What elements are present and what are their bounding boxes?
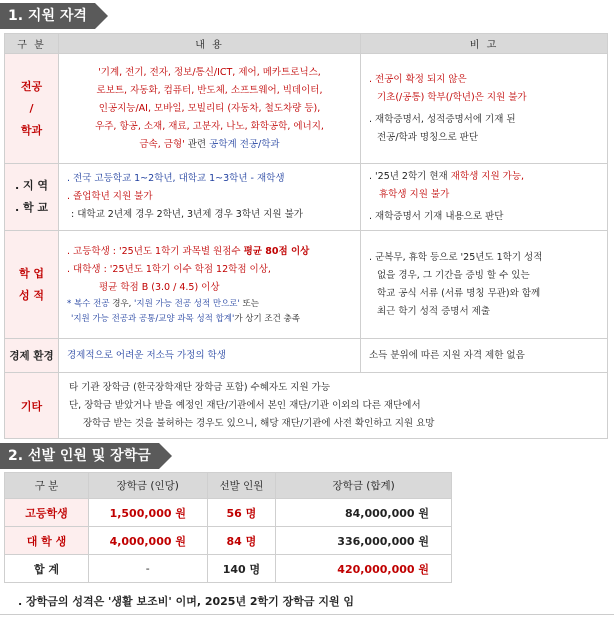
eligibility-table xyxy=(4,33,608,439)
row-per-person: 1,500,000 원 xyxy=(89,499,208,527)
region-remarks xyxy=(361,164,608,231)
table-row xyxy=(5,555,452,583)
grade-star-note xyxy=(67,297,352,312)
table-row xyxy=(5,499,452,527)
header-remarks: 비 고 xyxy=(361,34,608,54)
section2-header xyxy=(0,443,200,469)
header-content: 내 용 xyxy=(59,34,361,54)
row-total: 420,000,000 원 xyxy=(276,555,452,583)
region-remark-line xyxy=(369,168,599,186)
major-content-line xyxy=(67,136,352,154)
category-region xyxy=(5,164,59,231)
row-grade xyxy=(5,231,608,339)
major-remark-line: 전공/학과 명칭으로 판단 xyxy=(377,131,479,143)
scholarship-note: . 장학금의 성격은 '생활 보조비' 이며, 2025년 2학기 장학금 지원 임 xyxy=(18,595,355,608)
grade-hs-line xyxy=(67,243,352,261)
economy-remarks: 소득 분위에 따른 지원 자격 제한 없음 xyxy=(361,339,608,373)
grade-star-note-c: '지원 가능 전공 성적 만으로' xyxy=(134,298,240,309)
category-grade-line2: 성 적 xyxy=(18,288,45,302)
economy-content: 경제적으로 어려운 저소득 가정의 학생 xyxy=(59,339,361,373)
etc-line: 장학금 받는 것을 불허하는 경우도 있으니, 해당 재단/기관에 사전 확인하고 지원 요망 xyxy=(83,417,435,429)
etc-content xyxy=(59,373,608,439)
grade-star-note-a: * 복수 전공 xyxy=(67,298,110,309)
category-major-line3: 학과 xyxy=(20,123,43,137)
row-count: 56 명 xyxy=(207,499,276,527)
grade-content xyxy=(59,231,361,339)
region-content-line: . 전국 고등학교 1~2학년, 대학교 1~3학년 - 재학생 xyxy=(67,173,285,184)
major-remarks xyxy=(361,54,608,164)
row-count: 84 명 xyxy=(207,527,276,555)
etc-line: 타 기관 장학금 (한국장학재단 장학금 포함) 수혜자도 지원 가능 xyxy=(69,381,330,393)
major-engineering-text: 공학계 전공/학과 xyxy=(209,138,280,150)
category-etc: 기타 xyxy=(5,373,59,439)
category-region-line1: . 지 역 xyxy=(14,179,49,192)
grade-star-note-b: 경우, xyxy=(109,298,135,309)
grade-univ-line2: 평균 학점 B (3.0 / 4.5) 이상 xyxy=(99,281,220,293)
scholarship-table xyxy=(4,472,452,583)
category-region-line2: . 학 교 xyxy=(14,201,49,214)
category-grade-line1: 학 업 xyxy=(18,266,45,280)
section2-title: 2. 선발 인원 및 장학금 xyxy=(0,443,159,469)
major-remark-line: . 재학증명서, 성적증명서에 기재 된 xyxy=(369,113,516,125)
header-category: 구 분 xyxy=(5,473,89,499)
row-label: 합 계 xyxy=(5,555,89,583)
category-grade xyxy=(5,231,59,339)
grade-univ-requirement: 이수 학점 12학점 이상, xyxy=(173,263,271,275)
table-header-row xyxy=(5,473,452,499)
row-total: 84,000,000 원 xyxy=(276,499,452,527)
grade-hs-requirement: 평균 80점 이상 xyxy=(243,245,310,257)
grade-star-note-line2 xyxy=(67,312,352,327)
grade-remarks xyxy=(361,231,608,339)
table-row xyxy=(5,527,452,555)
major-content xyxy=(59,54,361,164)
etc-line: 단, 장학금 받았거나 받을 예정인 재단/기관에서 본인 재단/기관 이외의 다른 재단에서 xyxy=(69,399,421,411)
major-content-line: 우주, 항공, 소재, 재료, 고분자, 나노, 화학공학, 에너지, xyxy=(95,120,324,132)
row-economy xyxy=(5,339,608,373)
grade-remark-line: 최근 학기 성적 증명서 제출 xyxy=(377,305,491,317)
grade-univ-prefix: . 대학생 : '25년도 1학기 xyxy=(67,263,174,275)
category-major-line2: / xyxy=(29,101,34,115)
grade-star-note-f: 가 상기 조건 충족 xyxy=(234,313,300,324)
row-per-person: - xyxy=(89,555,208,583)
major-remark-line: 기초(/공통) 학부(/학년)은 지원 불가 xyxy=(377,91,527,103)
major-content-line: '기계, 전기, 전자, 정보/통신/ICT, 제어, 메카트로닉스, xyxy=(98,66,321,78)
grade-star-note-d: 또는 xyxy=(239,298,259,309)
row-per-person: 4,000,000 원 xyxy=(89,527,208,555)
region-remark-line: 휴학생 지원 불가 xyxy=(379,189,450,200)
grade-remark-line: 학교 공식 서류 (서류 명칭 무관)와 함께 xyxy=(377,287,541,299)
header-category: 구 분 xyxy=(5,34,59,54)
region-remark-prefix: . '25년 2학기 현재 xyxy=(369,171,451,182)
major-fields-end: 금속, 금형' xyxy=(139,138,185,150)
row-total: 336,000,000 원 xyxy=(276,527,452,555)
major-remark-line: . 전공이 확정 되지 않은 xyxy=(369,73,467,85)
major-related-text: 관련 xyxy=(184,138,210,150)
row-region xyxy=(5,164,608,231)
grade-remark-line: . 군복무, 휴학 등으로 '25년도 1학기 성적 xyxy=(369,251,543,263)
grade-star-note-e: '지원 가능 전공과 공통/교양 과목 성적 합계' xyxy=(71,313,235,324)
header-count: 선발 인원 xyxy=(207,473,276,499)
section1-header xyxy=(0,3,130,29)
divider xyxy=(0,614,614,615)
region-remark-enrolled: 재학생 지원 가능, xyxy=(450,171,525,182)
grade-hs-prefix: . 고등학생 : '25년도 1학기 과목별 원점수 xyxy=(67,245,244,257)
region-content-line: : 대학교 2년제 경우 2학년, 3년제 경우 3학년 지원 불가 xyxy=(71,209,303,220)
region-content-line: . 졸업학년 지원 불가 xyxy=(67,191,153,202)
row-etc xyxy=(5,373,608,439)
region-content xyxy=(59,164,361,231)
header-total: 장학금 (합계) xyxy=(276,473,452,499)
row-label: 고등학생 xyxy=(5,499,89,527)
grade-univ-line xyxy=(67,261,352,279)
row-label: 대 학 생 xyxy=(5,527,89,555)
major-content-line: 인공지능/AI, 모바일, 모빌리티 (자동차, 철도차량 등), xyxy=(98,102,321,114)
category-major-line1: 전공 xyxy=(20,79,43,93)
grade-remark-line: 없을 경우, 그 기간을 증빙 할 수 있는 xyxy=(377,269,530,281)
row-count: 140 명 xyxy=(207,555,276,583)
header-per-person: 장학금 (인당) xyxy=(89,473,208,499)
major-content-line: 로보트, 자동화, 컴퓨터, 반도체, 소프트웨어, 빅데이터, xyxy=(96,84,323,96)
region-remark-line: . 재학증명서 기재 내용으로 판단 xyxy=(369,211,504,222)
row-major xyxy=(5,54,608,164)
section1-title: 1. 지원 자격 xyxy=(0,3,95,29)
category-economy: 경제 환경 xyxy=(5,339,59,373)
table-header-row xyxy=(5,34,608,54)
category-major xyxy=(5,54,59,164)
